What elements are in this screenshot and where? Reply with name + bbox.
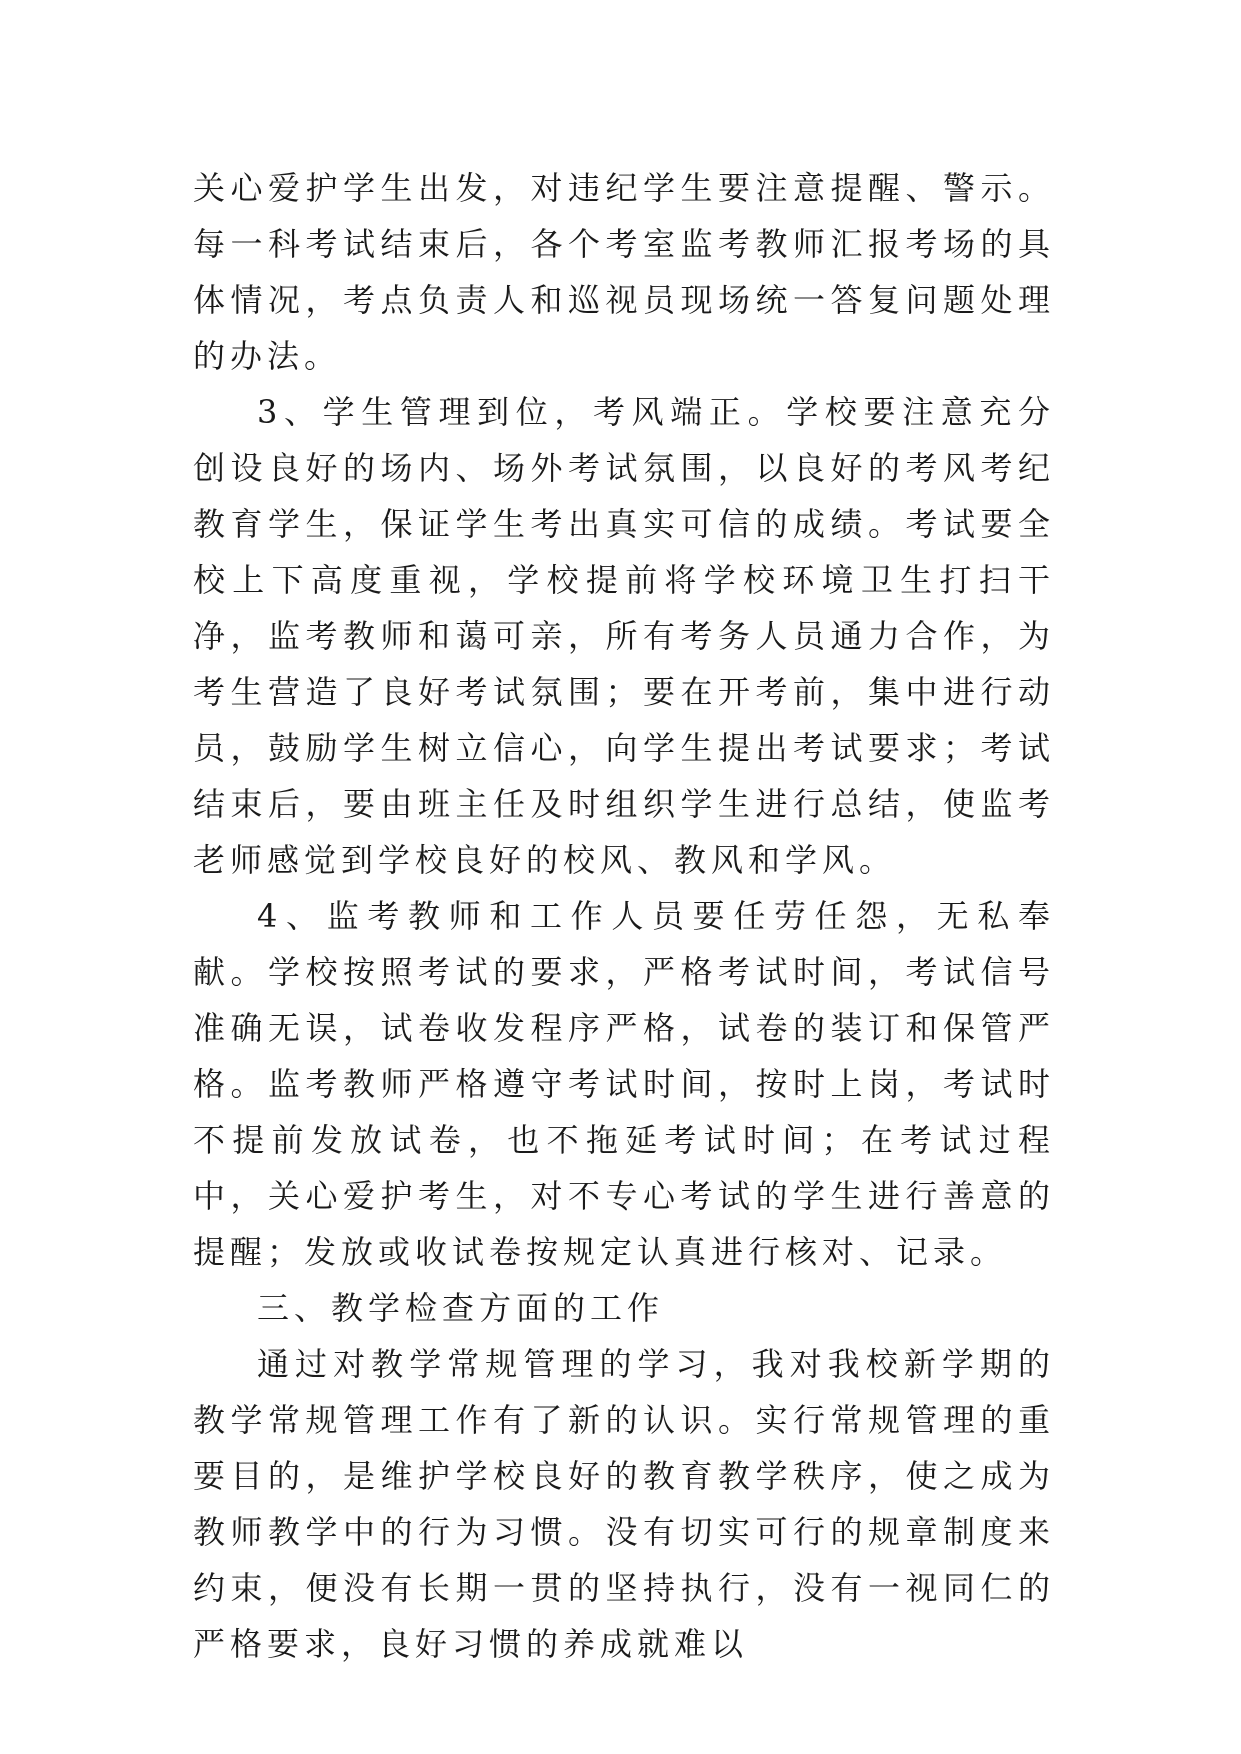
- document-body: [193, 160, 1055, 1672]
- section-heading-teaching-inspection: 三、教学检查方面的工作: [257, 1289, 665, 1327]
- paragraph-routine-management: 通过对教学常规管理的学习，我对我校新学期的教学常规管理工作有了新的认识。实行常规管理的重要目的，是维护学校良好的教育教学秩序，使之成为教师教学中的行为习惯。没有切实可行的规章制度来约束，便没有长期一贯的坚持执行，没有一视同仁的严格要求，良好习惯的养成就难以: [193, 1345, 1055, 1663]
- paragraph-invigilator-duties: 4、监考教师和工作人员要任劳任怨，无私奉献。学校按照考试的要求，严格考试时间，考试信号准确无误，试卷收发程序严格，试卷的装订和保管严格。监考教师严格遵守考试时间，按时上岗，考试时不提前发放试卷，也不拖延考试时间；在考试过程中，关心爱护考生，对不专心考试的学生进行善意的提醒；发放或收试卷按规定认真进行核对、记录。: [193, 897, 1055, 1271]
- paragraph-continuation: 关心爱护学生出发，对违纪学生要注意提醒、警示。每一科考试结束后，各个考室监考教师汇报考场的具体情况，考点负责人和巡视员现场统一答复问题处理的办法。: [193, 169, 1055, 375]
- paragraph-student-management: 3、学生管理到位，考风端正。学校要注意充分创设良好的场内、场外考试氛围，以良好的考风考纪教育学生，保证学生考出真实可信的成绩。考试要全校上下高度重视，学校提前将学校环境卫生打扫干净，监考教师和蔼可亲，所有考务人员通力合作，为考生营造了良好考试氛围；要在开考前，集中进行动员，鼓励学生树立信心，向学生提出考试要求；考试结束后，要由班主任及时组织学生进行总结，使监考老师感觉到学校良好的校风、教风和学风。: [193, 393, 1055, 879]
